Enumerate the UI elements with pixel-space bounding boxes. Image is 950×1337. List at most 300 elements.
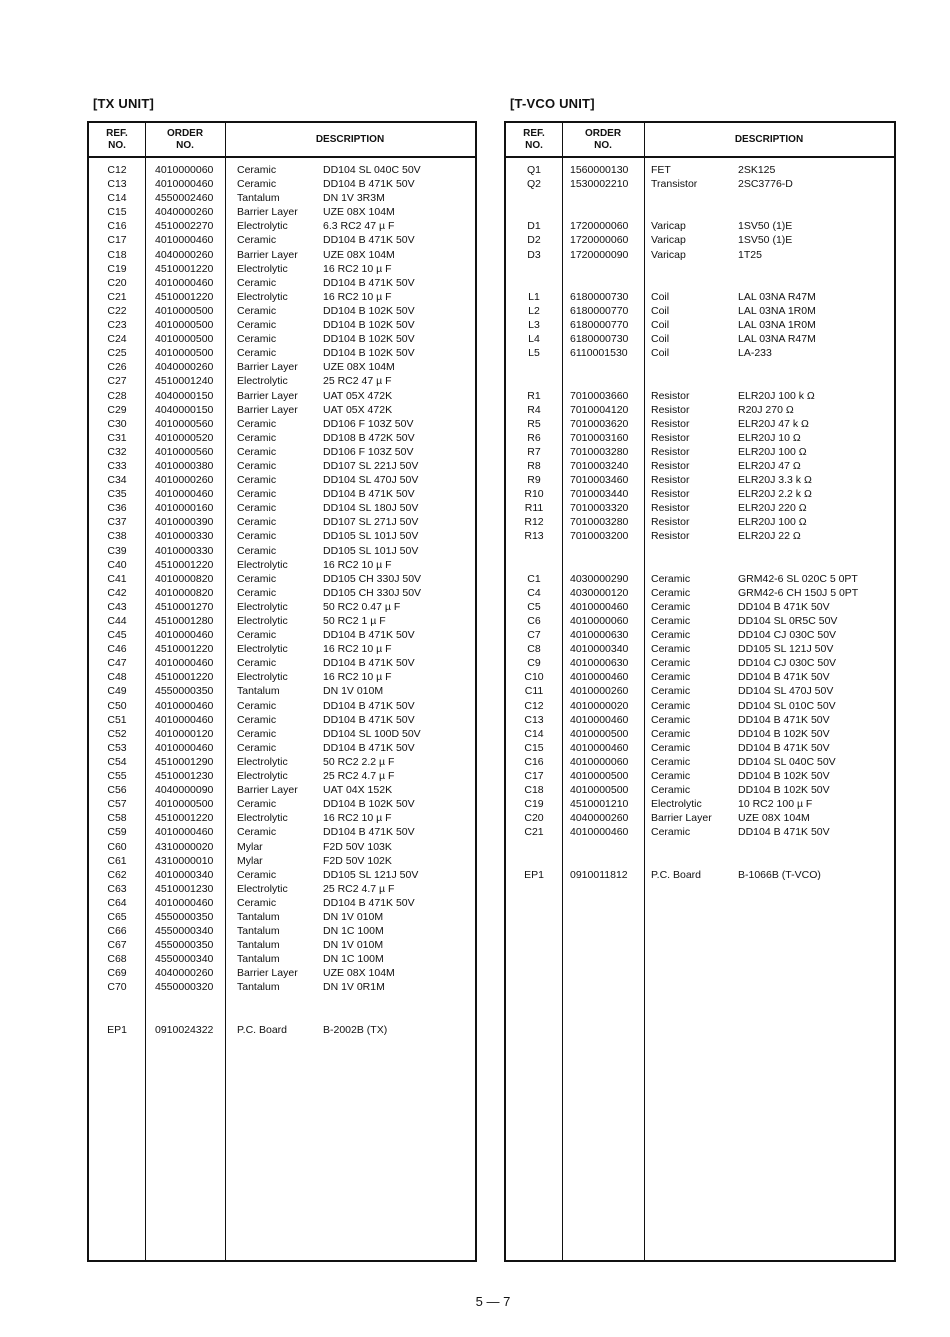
- ref-no-cell: C62: [107, 868, 127, 881]
- part-spec-cell: ELR20J 47 Ω: [738, 459, 801, 472]
- ref-no-cell: R7: [527, 445, 541, 458]
- order-no-cell: 4010000460: [570, 671, 629, 684]
- part-spec-cell: DD104 B 471K 50V: [738, 826, 830, 839]
- part-type-cell: Tantalum: [237, 910, 280, 923]
- part-type-cell: Barrier Layer: [237, 389, 298, 402]
- table-row: [506, 755, 894, 769]
- order-no-cell: 4510001220: [155, 643, 214, 656]
- part-spec-cell: DD104 B 471K 50V: [323, 699, 415, 712]
- ref-no-cell: C5: [527, 600, 541, 613]
- table-row: [89, 656, 475, 670]
- ref-no-cell: C13: [107, 178, 127, 191]
- table-row: [89, 572, 475, 586]
- order-no-cell: 7010003240: [570, 459, 629, 472]
- part-type-cell: Ceramic: [237, 516, 277, 529]
- ref-no-cell: C58: [107, 812, 127, 825]
- part-type-cell: Ceramic: [237, 333, 277, 346]
- part-type-cell: Resistor: [651, 459, 690, 472]
- ref-no-cell: C6: [527, 615, 541, 627]
- table-row: [89, 177, 475, 191]
- part-type-cell: Ceramic: [651, 741, 691, 754]
- table-row: [89, 403, 475, 417]
- part-type-cell: Ceramic: [237, 234, 277, 247]
- order-no-cell: 4010000560: [155, 417, 214, 430]
- order-no-cell: 4010000820: [155, 586, 214, 599]
- ref-no-cell: C19: [107, 262, 127, 275]
- part-type-cell: Barrier Layer: [237, 206, 298, 219]
- part-type-cell: P.C. Board: [237, 1023, 288, 1036]
- table-row: [506, 389, 894, 403]
- ref-no-cell: L2: [528, 304, 540, 317]
- ref-no-cell: C42: [107, 586, 127, 599]
- table-row: [89, 924, 475, 938]
- ref-no-cell: C16: [524, 755, 544, 768]
- ref-no-cell: Q2: [526, 178, 541, 191]
- part-type-cell: Barrier Layer: [237, 784, 298, 797]
- part-type-cell: Resistor: [651, 431, 690, 444]
- header-description: DESCRIPTION: [734, 133, 804, 145]
- ref-no-cell: C28: [107, 389, 127, 402]
- part-spec-cell: DD104 B 102K 50V: [323, 347, 415, 360]
- part-spec-cell: 50 RC2 1 µ F: [323, 615, 386, 627]
- part-type-cell: Tantalum: [237, 685, 280, 698]
- part-spec-cell: ELR20J 2.2 k Ω: [738, 488, 812, 501]
- part-type-cell: Ceramic: [237, 586, 277, 599]
- order-no-cell: 7010003660: [570, 389, 629, 402]
- order-no-cell: 4510001220: [155, 290, 214, 303]
- table-row: [89, 233, 475, 247]
- ref-no-cell: C27: [107, 375, 127, 388]
- ref-no-cell: C63: [107, 882, 127, 895]
- ref-no-cell: C47: [107, 657, 127, 670]
- part-spec-cell: DN 1C 100M: [323, 925, 384, 938]
- order-no-cell: 1530002210: [570, 178, 629, 191]
- part-spec-cell: DD104 B 471K 50V: [323, 488, 415, 501]
- table-row: [89, 431, 475, 445]
- ref-no-cell: C18: [107, 248, 127, 261]
- part-type-cell: Electrolytic: [237, 882, 288, 895]
- part-type-cell: Electrolytic: [237, 375, 288, 388]
- part-type-cell: Ceramic: [651, 699, 691, 712]
- table-row: [506, 276, 894, 290]
- part-type-cell: Varicap: [651, 248, 686, 261]
- part-spec-cell: DN 1V 0R1M: [323, 981, 385, 994]
- order-no-cell: 4040000260: [155, 967, 214, 980]
- table-row: [506, 684, 894, 698]
- part-spec-cell: 50 RC2 2.2 µ F: [323, 755, 395, 768]
- header-ref-no: REF. NO.: [106, 127, 128, 151]
- part-type-cell: Ceramic: [651, 643, 691, 656]
- ref-no-cell: C18: [524, 784, 544, 797]
- part-spec-cell: DD104 SL 470J 50V: [738, 685, 834, 698]
- part-spec-cell: DD104 B 471K 50V: [738, 671, 830, 684]
- part-type-cell: Electrolytic: [237, 558, 288, 571]
- part-type-cell: Ceramic: [237, 431, 277, 444]
- part-spec-cell: DD104 B 102K 50V: [738, 727, 830, 740]
- order-no-cell: 4510001230: [155, 770, 214, 783]
- part-spec-cell: DD104 SL 0R5C 50V: [738, 615, 838, 627]
- header-order-no: ORDER NO.: [166, 127, 204, 151]
- order-no-cell: 4010000120: [155, 727, 214, 740]
- ref-no-cell: C35: [107, 488, 127, 501]
- part-type-cell: Resistor: [651, 417, 690, 430]
- part-type-cell: Resistor: [651, 389, 690, 402]
- header-order-no: ORDER NO.: [584, 127, 622, 151]
- table-row: [89, 473, 475, 487]
- part-type-cell: Ceramic: [237, 530, 277, 543]
- part-spec-cell: DN 1V 3R3M: [323, 192, 385, 205]
- part-spec-cell: F2D 50V 102K: [323, 854, 392, 867]
- order-no-cell: 4010000380: [155, 459, 214, 472]
- table-row: [89, 684, 475, 698]
- table-row: [506, 825, 894, 839]
- ref-no-cell: EP1: [107, 1023, 127, 1036]
- part-spec-cell: ELR20J 3.3 k Ω: [738, 474, 812, 487]
- part-spec-cell: DD104 B 471K 50V: [323, 826, 415, 839]
- table-row: [89, 882, 475, 896]
- part-type-cell: Ceramic: [651, 713, 691, 726]
- order-no-cell: 4010000340: [155, 868, 214, 881]
- table-row: [89, 304, 475, 318]
- table-row: [89, 558, 475, 572]
- ref-no-cell: C26: [107, 361, 127, 374]
- order-no-cell: 4010000500: [570, 770, 629, 783]
- part-spec-cell: B-2002B (TX): [323, 1023, 388, 1036]
- header-description: DESCRIPTION: [315, 133, 385, 145]
- part-spec-cell: DD104 B 471K 50V: [323, 657, 415, 670]
- part-spec-cell: DD104 B 471K 50V: [323, 178, 415, 191]
- table-row: [89, 628, 475, 642]
- order-no-cell: 4550000320: [155, 981, 214, 994]
- table-row: [506, 403, 894, 417]
- part-type-cell: Resistor: [651, 403, 690, 416]
- part-spec-cell: ELR20J 10 Ω: [738, 431, 801, 444]
- table-row: [89, 529, 475, 543]
- ref-no-cell: C30: [107, 417, 127, 430]
- part-spec-cell: LAL 03NA R47M: [738, 333, 816, 346]
- table-row: [89, 854, 475, 868]
- ref-no-cell: C1: [527, 572, 541, 585]
- order-no-cell: 4010000020: [570, 699, 629, 712]
- table-row: [89, 191, 475, 205]
- order-no-cell: 4010000460: [155, 699, 214, 712]
- order-no-cell: 4550002460: [155, 192, 214, 205]
- order-no-cell: 4030000120: [570, 586, 629, 599]
- ref-no-cell: C21: [107, 290, 127, 303]
- part-type-cell: Ceramic: [237, 826, 277, 839]
- part-type-cell: Ceramic: [237, 164, 277, 176]
- part-type-cell: Electrolytic: [651, 798, 702, 811]
- order-no-cell: 4010000560: [155, 445, 214, 458]
- table-row: [89, 219, 475, 233]
- ref-no-cell: C4: [527, 586, 541, 599]
- order-no-cell: 1720000060: [570, 234, 629, 247]
- ref-no-cell: C45: [107, 629, 127, 642]
- table-row: [506, 501, 894, 515]
- ref-no-cell: C21: [524, 826, 544, 839]
- table-row: [506, 346, 894, 360]
- ref-no-cell: C15: [524, 741, 544, 754]
- part-spec-cell: 50 RC2 0.47 µ F: [323, 600, 401, 613]
- ref-no-cell: C50: [107, 699, 127, 712]
- part-type-cell: Mylar: [237, 840, 263, 853]
- part-spec-cell: DD107 SL 221J 50V: [323, 459, 419, 472]
- ref-no-cell: D3: [527, 248, 541, 261]
- ref-no-cell: R12: [524, 516, 544, 529]
- ref-no-cell: C12: [524, 699, 544, 712]
- part-type-cell: Ceramic: [237, 727, 277, 740]
- order-no-cell: 6110001530: [570, 347, 628, 360]
- part-type-cell: Electrolytic: [237, 812, 288, 825]
- table-row: [89, 713, 475, 727]
- ref-no-cell: C43: [107, 600, 127, 613]
- part-spec-cell: 16 RC2 10 µ F: [323, 643, 392, 656]
- part-spec-cell: UZE 08X 104M: [323, 248, 395, 261]
- table-row: [89, 262, 475, 276]
- table-row: [506, 177, 894, 191]
- part-type-cell: Ceramic: [237, 276, 277, 289]
- ref-no-cell: C17: [524, 770, 544, 783]
- part-spec-cell: DD105 CH 330J 50V: [323, 572, 422, 585]
- ref-no-cell: C57: [107, 798, 127, 811]
- ref-no-cell: C61: [107, 854, 127, 867]
- table-row: [89, 276, 475, 290]
- order-no-cell: 1720000060: [570, 220, 629, 233]
- part-spec-cell: DD104 B 102K 50V: [323, 319, 415, 332]
- part-type-cell: Tantalum: [237, 925, 280, 938]
- table-row: [506, 431, 894, 445]
- part-spec-cell: DD106 F 103Z 50V: [323, 445, 414, 458]
- table-row: [506, 600, 894, 614]
- table-row: [89, 586, 475, 600]
- part-type-cell: Ceramic: [237, 502, 277, 515]
- order-no-cell: 4010000260: [570, 685, 629, 698]
- part-spec-cell: DD104 B 471K 50V: [738, 713, 830, 726]
- table-row: [506, 374, 894, 388]
- tx-unit-title: [TX UNIT]: [93, 96, 155, 111]
- table-row: [506, 318, 894, 332]
- order-no-cell: 4010000330: [155, 530, 214, 543]
- part-spec-cell: DD104 B 471K 50V: [323, 713, 415, 726]
- part-spec-cell: ELR20J 220 Ω: [738, 502, 807, 515]
- part-type-cell: Ceramic: [651, 685, 691, 698]
- table-row: [506, 840, 894, 854]
- order-no-cell: 4030000290: [570, 572, 629, 585]
- ref-no-cell: C65: [107, 910, 127, 923]
- table-row: [89, 995, 475, 1009]
- part-type-cell: Resistor: [651, 488, 690, 501]
- table-row: [89, 642, 475, 656]
- part-spec-cell: ELR20J 100 k Ω: [738, 389, 815, 402]
- ref-no-cell: C67: [107, 939, 127, 952]
- part-spec-cell: UZE 08X 104M: [323, 361, 395, 374]
- part-spec-cell: DD104 B 102K 50V: [738, 770, 830, 783]
- order-no-cell: 4010000460: [155, 713, 214, 726]
- order-no-cell: 4010000260: [155, 474, 214, 487]
- part-spec-cell: UAT 05X 472K: [323, 389, 393, 402]
- part-spec-cell: DD105 SL 121J 50V: [323, 868, 419, 881]
- part-type-cell: Ceramic: [237, 459, 277, 472]
- ref-no-cell: C17: [107, 234, 127, 247]
- part-spec-cell: LA-233: [738, 347, 772, 360]
- part-spec-cell: DD105 CH 330J 50V: [323, 586, 422, 599]
- order-no-cell: 4040000260: [155, 361, 214, 374]
- part-spec-cell: DN 1V 010M: [323, 685, 384, 698]
- part-type-cell: Electrolytic: [237, 770, 288, 783]
- ref-no-cell: C64: [107, 896, 127, 909]
- order-no-cell: 4010000500: [155, 347, 214, 360]
- ref-no-cell: C69: [107, 967, 127, 980]
- order-no-cell: 4010000460: [570, 826, 629, 839]
- order-no-cell: 7010003280: [570, 516, 629, 529]
- part-spec-cell: DD104 B 102K 50V: [323, 304, 415, 317]
- order-no-cell: 7010003440: [570, 488, 629, 501]
- part-type-cell: Electrolytic: [237, 755, 288, 768]
- ref-no-cell: EP1: [524, 868, 544, 881]
- part-type-cell: Ceramic: [237, 319, 277, 332]
- table-row: [89, 755, 475, 769]
- ref-no-cell: R10: [524, 488, 544, 501]
- part-type-cell: Ceramic: [651, 586, 691, 599]
- order-no-cell: 0910011812: [570, 868, 628, 881]
- order-no-cell: 4550000350: [155, 910, 214, 923]
- order-no-cell: 4010000330: [155, 544, 214, 557]
- part-type-cell: Ceramic: [237, 629, 277, 642]
- part-type-cell: Transistor: [651, 178, 698, 191]
- order-no-cell: 7010003620: [570, 417, 629, 430]
- ref-no-cell: R5: [527, 417, 541, 430]
- table-row: [506, 332, 894, 346]
- part-spec-cell: B-1066B (T-VCO): [738, 868, 821, 881]
- table-row: [506, 445, 894, 459]
- part-type-cell: Ceramic: [651, 629, 691, 642]
- table-row: [89, 727, 475, 741]
- ref-no-cell: C33: [107, 459, 127, 472]
- order-no-cell: 4510001290: [155, 755, 214, 768]
- order-no-cell: 4040000150: [155, 403, 214, 416]
- order-no-cell: 1560000130: [570, 164, 629, 176]
- part-type-cell: P.C. Board: [651, 868, 702, 881]
- ref-no-cell: R1: [527, 389, 541, 402]
- order-no-cell: 4010000390: [155, 516, 214, 529]
- ref-no-cell: C9: [527, 657, 541, 670]
- part-spec-cell: 1SV50 (1)E: [738, 234, 793, 247]
- part-type-cell: Ceramic: [651, 657, 691, 670]
- part-type-cell: Coil: [651, 347, 670, 360]
- part-type-cell: Coil: [651, 304, 670, 317]
- part-spec-cell: DD104 CJ 030C 50V: [738, 657, 837, 670]
- header-ref-no: REF. NO.: [523, 127, 545, 151]
- order-no-cell: 7010003460: [570, 474, 629, 487]
- order-no-cell: 4010000500: [155, 333, 214, 346]
- ref-no-cell: C14: [107, 192, 127, 205]
- part-spec-cell: ELR20J 47 k Ω: [738, 417, 809, 430]
- ref-no-cell: C60: [107, 840, 127, 853]
- ref-no-cell: C68: [107, 953, 127, 966]
- ref-no-cell: C22: [107, 304, 127, 317]
- part-spec-cell: DD104 B 102K 50V: [323, 798, 415, 811]
- order-no-cell: 7010003200: [570, 530, 629, 543]
- order-no-cell: 6180000770: [570, 304, 629, 317]
- ref-no-cell: C14: [524, 727, 544, 740]
- order-no-cell: 4010000460: [155, 276, 214, 289]
- part-spec-cell: ELR20J 100 Ω: [738, 516, 807, 529]
- part-type-cell: Ceramic: [237, 178, 277, 191]
- part-type-cell: Barrier Layer: [651, 812, 712, 825]
- order-no-cell: 4010000500: [155, 304, 214, 317]
- ref-no-cell: C70: [107, 981, 127, 994]
- ref-no-cell: C23: [107, 319, 127, 332]
- part-spec-cell: UZE 08X 104M: [323, 206, 395, 219]
- order-no-cell: 4550000340: [155, 953, 214, 966]
- order-no-cell: 4510001270: [155, 600, 214, 613]
- ref-no-cell: C19: [524, 798, 544, 811]
- part-spec-cell: UZE 08X 104M: [323, 967, 395, 980]
- order-no-cell: 4010000460: [155, 488, 214, 501]
- ref-no-cell: R6: [527, 431, 541, 444]
- table-row: [89, 248, 475, 262]
- table-row: [89, 417, 475, 431]
- part-spec-cell: DD104 SL 180J 50V: [323, 502, 419, 515]
- table-row: [506, 713, 894, 727]
- table-row: [506, 614, 894, 628]
- table-row: [89, 332, 475, 346]
- part-spec-cell: LAL 03NA 1R0M: [738, 319, 816, 332]
- part-spec-cell: 16 RC2 10 µ F: [323, 671, 392, 684]
- table-row: [506, 233, 894, 247]
- part-spec-cell: DN 1V 010M: [323, 910, 384, 923]
- part-spec-cell: DD104 SL 010C 50V: [738, 699, 836, 712]
- part-spec-cell: DD105 SL 101J 50V: [323, 544, 419, 557]
- part-type-cell: Coil: [651, 333, 670, 346]
- table-row: [506, 628, 894, 642]
- table-row: [89, 459, 475, 473]
- table-row: [506, 572, 894, 586]
- part-type-cell: Electrolytic: [237, 220, 288, 233]
- part-type-cell: Ceramic: [237, 488, 277, 501]
- part-spec-cell: 25 RC2 4.7 µ F: [323, 770, 395, 783]
- order-no-cell: 7010003280: [570, 445, 629, 458]
- ref-no-cell: L4: [528, 333, 540, 346]
- part-type-cell: Ceramic: [237, 657, 277, 670]
- order-no-cell: 7010003320: [570, 502, 629, 515]
- table-row: [89, 811, 475, 825]
- order-no-cell: 1720000090: [570, 248, 629, 261]
- part-spec-cell: DD104 B 471K 50V: [323, 741, 415, 754]
- order-no-cell: 4040000260: [570, 812, 629, 825]
- table-row: [89, 868, 475, 882]
- table-row: [89, 445, 475, 459]
- part-type-cell: Barrier Layer: [237, 967, 298, 980]
- ref-no-cell: C12: [107, 164, 127, 176]
- order-no-cell: 4310000020: [155, 840, 214, 853]
- part-spec-cell: DD107 SL 271J 50V: [323, 516, 419, 529]
- part-type-cell: Varicap: [651, 220, 686, 233]
- ref-no-cell: C37: [107, 516, 127, 529]
- part-type-cell: Electrolytic: [237, 600, 288, 613]
- ref-no-cell: C13: [524, 713, 544, 726]
- order-no-cell: 6180000730: [570, 290, 629, 303]
- part-spec-cell: DD105 SL 121J 50V: [738, 643, 834, 656]
- part-spec-cell: DN 1V 010M: [323, 939, 384, 952]
- part-type-cell: Barrier Layer: [237, 361, 298, 374]
- ref-no-cell: L1: [528, 290, 540, 303]
- table-row: [506, 163, 894, 177]
- part-spec-cell: DD104 B 471K 50V: [323, 896, 415, 909]
- order-no-cell: 4510001280: [155, 615, 214, 627]
- part-type-cell: Ceramic: [237, 713, 277, 726]
- part-type-cell: Mylar: [237, 854, 263, 867]
